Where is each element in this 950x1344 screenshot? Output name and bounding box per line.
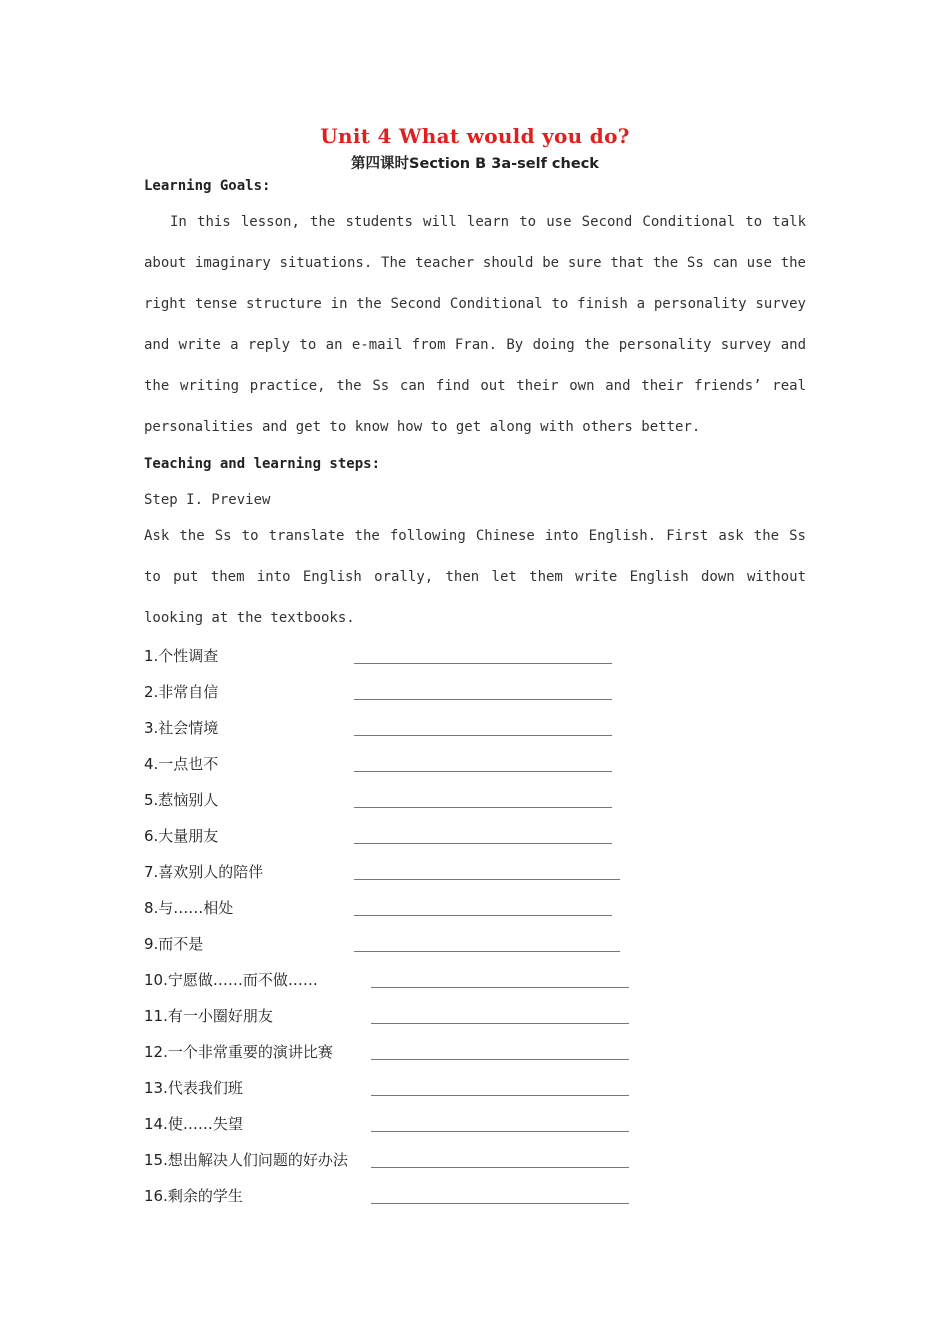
answer-blank[interactable] [371, 1203, 629, 1204]
list-item [144, 643, 644, 679]
answer-blank[interactable] [354, 915, 612, 916]
list-item [144, 715, 644, 751]
answer-blank[interactable] [354, 879, 620, 880]
answer-blank[interactable] [354, 663, 612, 664]
item-label: 8.与……相处 [144, 899, 234, 917]
item-label: 10.宁愿做……而不做…… [144, 971, 318, 989]
answer-blank[interactable] [371, 1095, 629, 1096]
item-label: 2.非常自信 [144, 683, 219, 701]
list-item [144, 1111, 644, 1147]
list-item [144, 679, 644, 715]
answer-blank[interactable] [354, 843, 612, 844]
list-item [144, 1075, 644, 1111]
answer-blank[interactable] [354, 735, 612, 736]
page-title: Unit 4 What would you do? [320, 124, 630, 148]
item-label: 13.代表我们班 [144, 1079, 243, 1097]
item-label: 4.一点也不 [144, 755, 219, 773]
answer-blank[interactable] [371, 1023, 629, 1024]
answer-blank[interactable] [371, 987, 629, 988]
list-item [144, 931, 644, 967]
learning-goals-heading: Learning Goals: [144, 178, 271, 194]
item-label: 6.大量朋友 [144, 827, 219, 845]
item-label: 1.个性调查 [144, 647, 219, 665]
list-item [144, 1183, 644, 1219]
list-item [144, 823, 644, 859]
teaching-steps-heading: Teaching and learning steps: [144, 456, 381, 472]
answer-blank[interactable] [371, 1059, 629, 1060]
translation-list [144, 643, 644, 1219]
step-1-title: Step I. Preview [144, 492, 271, 508]
list-item [144, 1039, 644, 1075]
answer-blank[interactable] [354, 951, 620, 952]
item-label: 14.使……失望 [144, 1115, 243, 1133]
item-label: 11.有一小圈好朋友 [144, 1007, 273, 1025]
item-label: 9.而不是 [144, 935, 204, 953]
answer-blank[interactable] [354, 807, 612, 808]
answer-blank[interactable] [354, 771, 612, 772]
list-item [144, 895, 644, 931]
item-label: 7.喜欢别人的陪伴 [144, 863, 264, 881]
item-label: 12.一个非常重要的演讲比赛 [144, 1043, 333, 1061]
step-1-text: Ask the Ss to translate the following Chinese into English. First ask the Ss to put them into English orally, then let them write English down without looking at the textbooks. [144, 528, 806, 626]
list-item [144, 967, 644, 1003]
learning-goals-paragraph [144, 202, 806, 448]
list-item [144, 751, 644, 787]
step-1-paragraph [144, 516, 806, 639]
answer-blank[interactable] [371, 1131, 629, 1132]
list-item [144, 859, 644, 895]
learning-goals-text: In this lesson, the students will learn to use Second Conditional to talk about imaginary situations. The teacher should be sure that the Ss can use the right tense structure in the Second Conditional to finish a personality survey and write a reply to an e-mail from Fran. By doing the personality survey and the writing practice, the Ss can find out their own and their friends’ real personalities and get to know how to get along with others better. [144, 214, 806, 435]
item-label: 5.惹恼别人 [144, 791, 219, 809]
list-item [144, 1003, 644, 1039]
page-subtitle: 第四课时Section B 3a-self check [351, 156, 599, 172]
list-item [144, 1147, 644, 1183]
answer-blank[interactable] [371, 1167, 629, 1168]
item-label: 16.剩余的学生 [144, 1187, 243, 1205]
answer-blank[interactable] [354, 699, 612, 700]
item-label: 15.想出解决人们问题的好办法 [144, 1151, 348, 1169]
list-item [144, 787, 644, 823]
item-label: 3.社会情境 [144, 719, 219, 737]
